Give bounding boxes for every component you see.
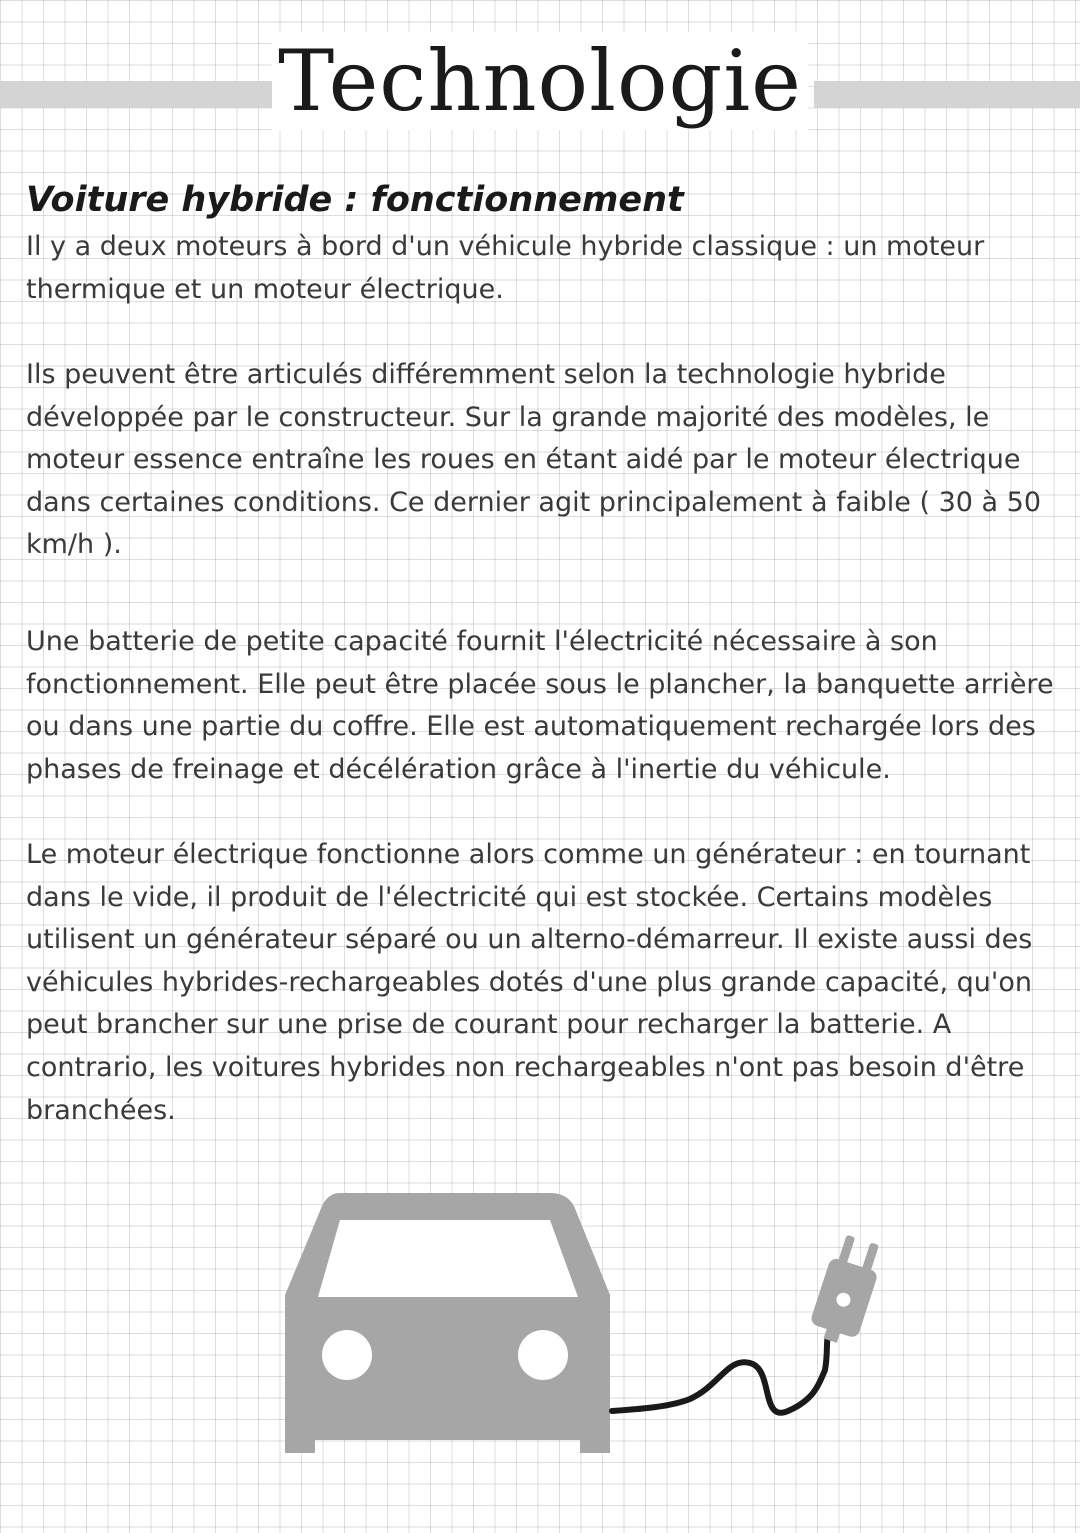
page-title-text: Technologie: [272, 32, 808, 130]
paragraph-generator: Le moteur électrique fonctionne alors comme un générateur : en tournant dans le vide, il produit de l'électricité qui est stockée. Certains modèles utilisent un générateur séparé ou un alterno-démarreur. Il existe aussi des véhicules hybrides-rechargeables dotés d'une plus grande capacité, qu'on peut brancher sur une prise de courant pour recharger la batterie. A contrario, les voitures hybrides non rechargeables n'ont pas besoin d'être branchées.: [26, 839, 1033, 1126]
page-title: [0, 26, 1080, 136]
paragraph-battery: Une batterie de petite capacité fournit l'électricité nécessaire à son fonctionnement. Elle peut être placée sous le plancher, la banquette arrière ou dans une partie du coffre. Elle est automatiquement rechargée lors des phases de freinage et décélération grâce à l'inertie du véhicule.: [26, 626, 1054, 785]
paragraph-intro: Il y a deux moteurs à bord d'un véhicule hybride classique : un moteur thermique et un moteur électrique.: [26, 231, 985, 305]
right-headlight-icon: [518, 1330, 568, 1380]
charging-cable: [612, 1335, 828, 1413]
section-heading: Voiture hybride : fonctionnement: [26, 180, 684, 220]
left-headlight-icon: [322, 1330, 372, 1380]
windshield-icon: [318, 1220, 578, 1297]
paragraph-articulation: Ils peuvent être articulés différemment selon la technologie hybride développée par le constructeur. Sur la grande majorité des modèles, le moteur essence entraîne les roues en étant aidé par le moteur électrique dans certaines conditions. Ce dernier agit principalement à faible ( 30 à 50 km/h ).: [26, 359, 1042, 561]
charging-plug-icon: [806, 1232, 886, 1348]
hybrid-car-illustration: [280, 1185, 900, 1485]
